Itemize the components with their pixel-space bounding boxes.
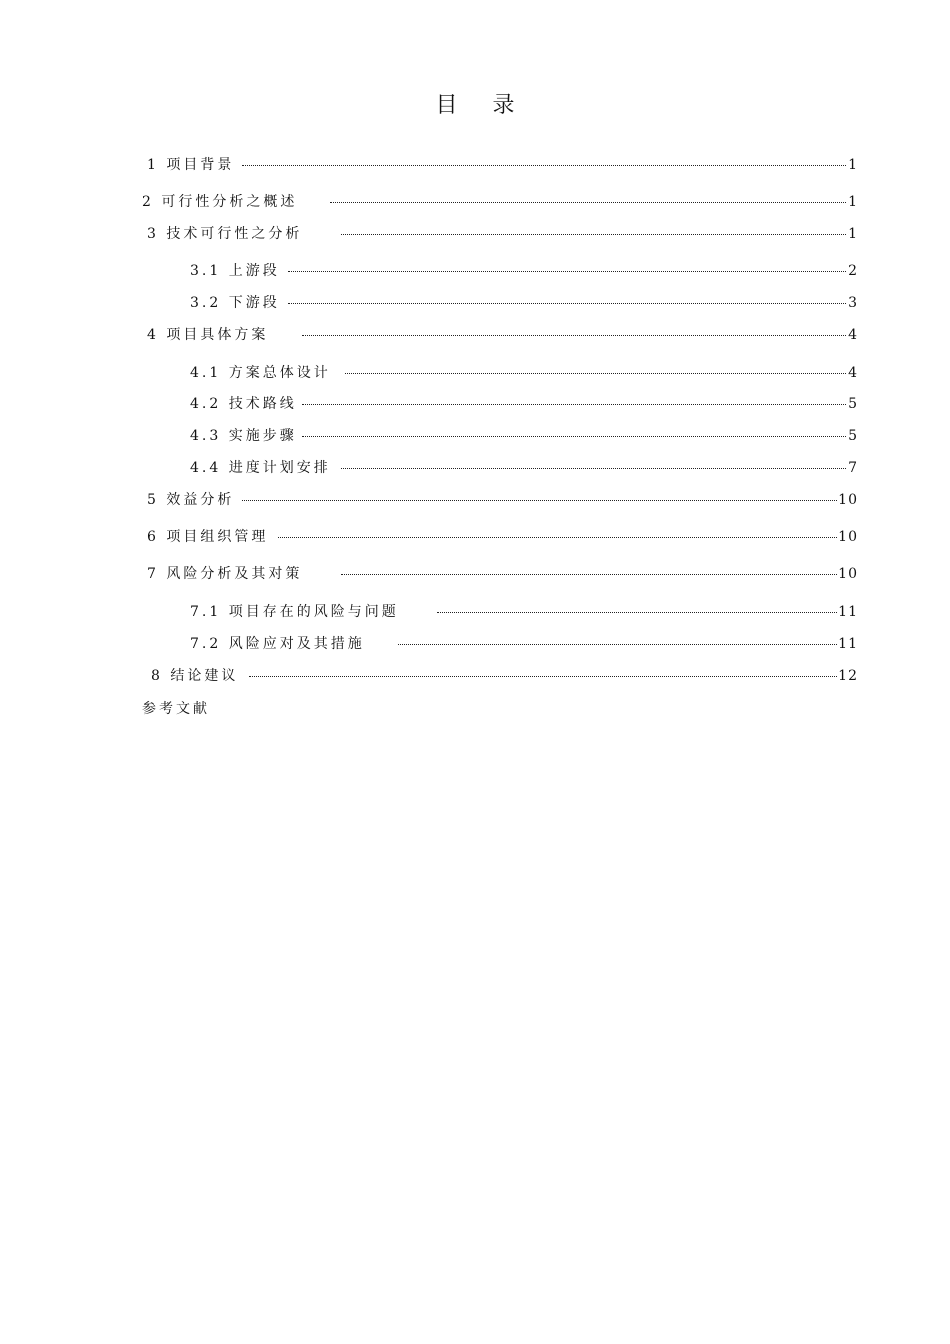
toc-entry-label: 7 风险分析及其对策	[147, 566, 303, 582]
toc-entry[interactable]	[142, 424, 858, 448]
toc-entry-label: 1 项目背景	[147, 157, 235, 173]
toc-leader	[341, 468, 846, 469]
toc-entry[interactable]	[142, 291, 858, 315]
toc-entry-page: 1	[848, 194, 858, 210]
toc-entry-label: 8 结论建议	[151, 668, 239, 684]
toc-entry-page: 5	[848, 396, 858, 412]
toc-leader	[341, 574, 837, 575]
toc-entry-page: 10	[838, 492, 858, 508]
toc-entry-label: 3.2 下游段	[190, 295, 280, 311]
toc-entry[interactable]	[142, 222, 858, 246]
toc-leader	[330, 202, 846, 203]
toc-entry-label: 7.1 项目存在的风险与问题	[190, 604, 399, 620]
toc-entry-page: 10	[838, 529, 858, 545]
toc-leader	[341, 234, 846, 235]
toc-entry-page: 1	[848, 226, 858, 242]
toc-leader	[437, 612, 837, 613]
toc-entry-page: 10	[838, 566, 858, 582]
toc-entry-label: 4.4 进度计划安排	[190, 460, 331, 476]
toc-entry[interactable]	[142, 392, 858, 416]
toc-entry-label: 4.2 技术路线	[190, 396, 297, 412]
toc-entry[interactable]	[142, 456, 858, 480]
toc-entry-label: 7.2 风险应对及其措施	[190, 636, 365, 652]
toc-entry[interactable]	[142, 153, 858, 177]
toc-entry[interactable]	[142, 600, 858, 624]
toc-leader	[345, 373, 846, 374]
toc-entry[interactable]	[142, 488, 858, 512]
toc-entry-page: 7	[848, 460, 858, 476]
toc-entry[interactable]	[142, 525, 858, 549]
toc-entry-page: 2	[848, 263, 858, 279]
toc-leader	[278, 537, 837, 538]
toc-entry[interactable]	[142, 562, 858, 586]
toc-entry-label: 4.3 实施步骤	[190, 428, 297, 444]
toc-leader	[302, 404, 846, 405]
toc-entry-label: 3 技术可行性之分析	[147, 226, 303, 242]
references-heading[interactable]: 参考文献	[142, 701, 210, 717]
toc-entry[interactable]	[142, 323, 858, 347]
toc-leader	[302, 335, 846, 336]
toc-leader	[249, 676, 837, 677]
toc-leader	[288, 303, 846, 304]
toc-entry-label: 3.1 上游段	[190, 263, 280, 279]
toc-entry-label: 4.1 方案总体设计	[190, 365, 331, 381]
toc-entry[interactable]	[142, 361, 858, 385]
page-title: 目 录	[435, 93, 529, 118]
toc-leader	[242, 165, 846, 166]
toc-entry-label: 4 项目具体方案	[147, 327, 269, 343]
toc-entry-page: 12	[838, 668, 858, 684]
toc-entry-page: 11	[838, 604, 858, 620]
toc-entry-label: 6 项目组织管理	[147, 529, 269, 545]
toc-entry-page: 5	[848, 428, 858, 444]
toc-leader	[242, 500, 837, 501]
toc-entry-label: 5 效益分析	[147, 492, 235, 508]
toc-entry-page: 11	[838, 636, 858, 652]
toc-entry-page: 1	[848, 157, 858, 173]
toc-entry[interactable]	[142, 259, 858, 283]
toc-leader	[398, 644, 837, 645]
toc-leader	[302, 436, 846, 437]
toc-entry[interactable]	[142, 190, 858, 214]
toc-entry-page: 4	[848, 365, 858, 381]
toc-entry-label: 2 可行性分析之概述	[142, 194, 298, 210]
toc-entry[interactable]	[142, 664, 858, 688]
toc-entry[interactable]	[142, 632, 858, 656]
toc-leader	[288, 271, 846, 272]
toc-entry-page: 3	[848, 295, 858, 311]
toc-entry-page: 4	[848, 327, 858, 343]
